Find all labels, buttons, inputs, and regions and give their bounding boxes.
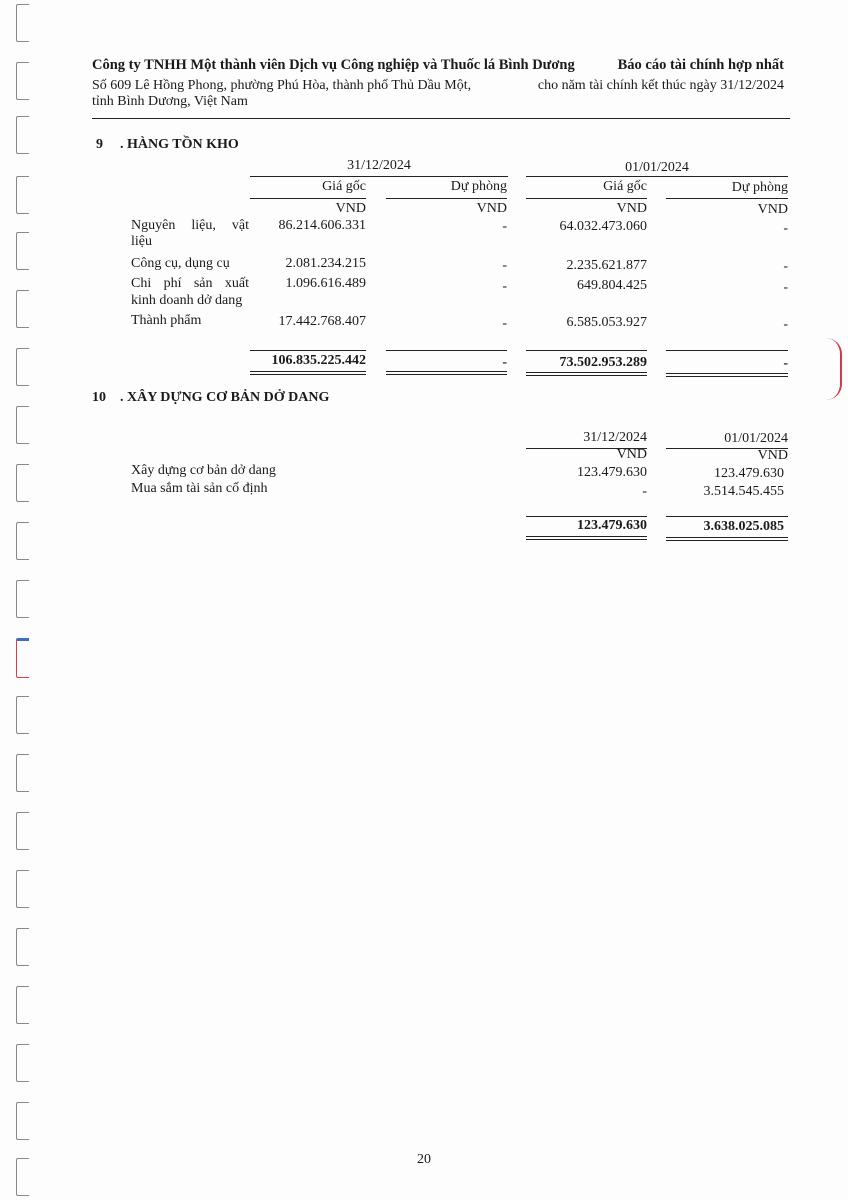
total-provision-2023: - <box>783 356 788 371</box>
total-2024: 123.479.630 <box>577 518 647 533</box>
row-label: Xây dựng cơ bản dở dang <box>131 463 276 478</box>
col-rule-4 <box>666 198 788 199</box>
unit-2: VND <box>476 201 507 216</box>
section9-period2: 01/01/2024 <box>625 160 689 175</box>
row-label-cont: liệu <box>131 234 152 249</box>
report-period: cho năm tài chính kết thúc ngày 31/12/2024 <box>537 78 784 93</box>
section9-title: . HÀNG TỒN KHO <box>120 137 239 152</box>
cost-2024: 86.214.606.331 <box>278 218 366 233</box>
period2-rule <box>526 176 788 177</box>
address-line-2: tỉnh Bình Dương, Việt Nam <box>92 94 248 109</box>
provision-2023: - <box>783 280 788 295</box>
provision-2023: - <box>783 259 788 274</box>
s10-total-double-rule-1 <box>526 536 647 540</box>
total-top-rule-1 <box>250 350 366 351</box>
row-label-cont: kinh doanh dở dang <box>131 293 243 308</box>
provision-2024: - <box>502 219 507 234</box>
row-label: Thành phẩm <box>131 313 202 328</box>
col-provision-1: Dự phòng <box>450 179 507 194</box>
cost-2024: 2.081.234.215 <box>285 256 366 271</box>
value-2024: 123.479.630 <box>577 465 647 480</box>
s10-total-double-rule-2 <box>666 537 788 541</box>
period1-rule <box>250 176 508 177</box>
section10-number: 10 <box>92 390 106 405</box>
cost-2023: 6.585.053.927 <box>566 315 647 330</box>
value-2023: 123.479.630 <box>714 466 784 481</box>
value-2024: - <box>642 484 647 499</box>
page-number: 20 <box>417 1152 431 1167</box>
section9-period1: 31/12/2024 <box>347 158 411 173</box>
value-2023: 3.514.545.455 <box>703 484 784 499</box>
total-double-rule-3 <box>526 372 647 376</box>
provision-2024: - <box>502 258 507 273</box>
section10-period1: 31/12/2024 <box>583 430 647 445</box>
total-double-rule-1 <box>250 371 366 375</box>
col-cost-1: Giá gốc <box>322 179 366 194</box>
total-cost-2023: 73.502.953.289 <box>559 355 647 370</box>
cost-2023: 64.032.473.060 <box>559 219 647 234</box>
row-label: Chi phí sản xuất <box>131 276 249 291</box>
provision-2023: - <box>783 317 788 332</box>
s10-unit-1: VND <box>616 447 647 462</box>
col-provision-2: Dự phòng <box>731 180 788 195</box>
cost-2023: 2.235.621.877 <box>566 258 647 273</box>
cost-2024: 1.096.616.489 <box>285 276 366 291</box>
company-name: Công ty TNHH Một thành viên Dịch vụ Công nghiệp và Thuốc lá Bình Dương <box>92 57 575 73</box>
unit-4: VND <box>757 202 788 217</box>
row-label: Mua sắm tài sản cố định <box>131 481 268 496</box>
s10-unit-2: VND <box>757 448 788 463</box>
provision-2023: - <box>783 221 788 236</box>
report-title: Báo cáo tài chính hợp nhất <box>617 57 784 73</box>
col-rule-1 <box>250 198 366 199</box>
header-rule <box>92 118 790 119</box>
address-line-1: Số 609 Lê Hồng Phong, phường Phú Hòa, thành phố Thủ Dầu Một, <box>92 78 472 93</box>
cost-2024: 17.442.768.407 <box>278 314 366 329</box>
unit-1: VND <box>335 201 366 216</box>
total-2023: 3.638.025.085 <box>703 519 784 534</box>
total-double-rule-2 <box>386 371 507 375</box>
col-rule-2 <box>386 198 507 199</box>
total-double-rule-4 <box>666 373 788 377</box>
red-margin-mark <box>826 338 842 400</box>
provision-2024: - <box>502 279 507 294</box>
total-top-rule-4 <box>666 350 788 351</box>
row-label: Công cụ, dụng cụ <box>131 256 230 271</box>
provision-2024: - <box>502 316 507 331</box>
unit-3: VND <box>616 201 647 216</box>
section9-number: 9 <box>96 137 103 152</box>
row-label: Nguyên liệu, vật <box>131 218 249 233</box>
cost-2023: 649.804.425 <box>577 278 647 293</box>
col-rule-3 <box>526 198 647 199</box>
s10-total-top-rule-2 <box>666 516 788 517</box>
total-provision-2024: - <box>502 355 507 370</box>
total-top-rule-3 <box>526 350 647 351</box>
total-top-rule-2 <box>386 350 507 351</box>
total-cost-2024: 106.835.225.442 <box>271 353 366 368</box>
col-cost-2: Giá gốc <box>603 179 647 194</box>
section10-title: . XÂY DỰNG CƠ BẢN DỞ DANG <box>120 390 330 405</box>
section10-period2: 01/01/2024 <box>724 431 788 446</box>
s10-total-top-rule-1 <box>526 516 647 517</box>
